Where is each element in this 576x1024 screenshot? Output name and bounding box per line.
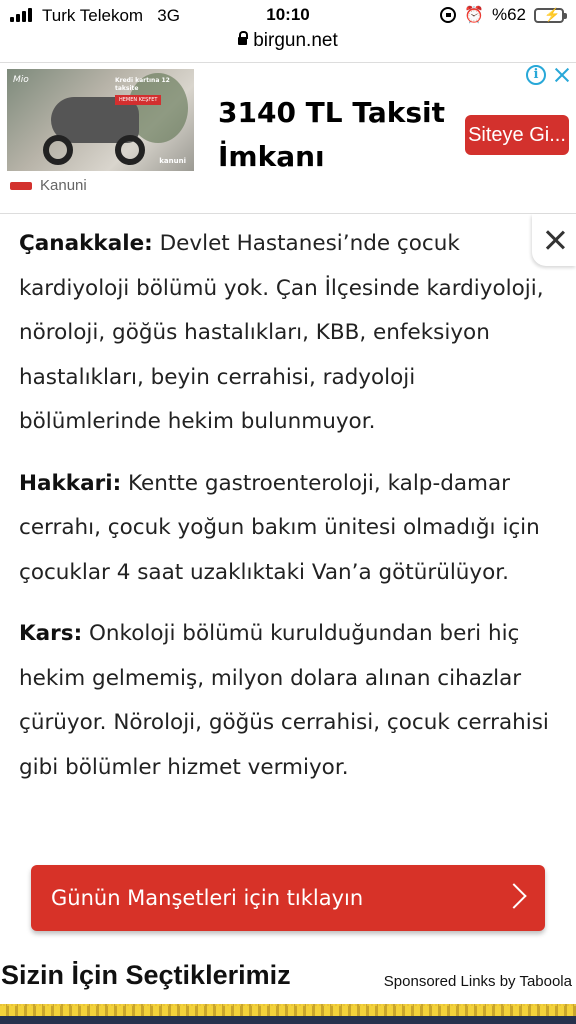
article-paragraph <box>19 612 549 790</box>
carrier-name: Turk Telekom <box>42 6 144 25</box>
city-label: Kars: <box>19 621 83 646</box>
ad-image[interactable] <box>7 69 194 171</box>
article-paragraph <box>19 222 549 445</box>
scooter-wheel <box>115 135 145 165</box>
battery-icon: ⚡ <box>534 8 564 23</box>
alarm-icon: ⏰ <box>464 7 484 24</box>
status-icons <box>440 5 564 25</box>
ad-image-brand: kanuni <box>159 157 186 165</box>
ad-cta-button[interactable]: Siteye Gi... <box>465 115 569 155</box>
rotation-lock-icon <box>440 7 456 23</box>
sponsor-logo-icon <box>10 182 32 190</box>
ad-choices[interactable] <box>526 65 572 85</box>
paragraph-text: Kentte gastroenteroloji, kalp-damar cerrahı, çocuk yoğun bakım ünitesi olmadığı için çocuklar 4 saat uzaklıktaki Van’a götürülüyor. <box>19 470 540 585</box>
paragraph-text: Onkoloji bölümü kurulduğundan beri hiç hekim gelmemiş, milyon dolara alınan cihazlar çürüyor. Nöroloji, göğüs cerrahisi, çocuk cerrahisi gibi bölümler hizmet vermiyor. <box>19 621 549 780</box>
daily-headlines-button[interactable] <box>31 865 545 931</box>
ad-image-promo-text: Kredi kartına 12 taksite <box>115 77 170 92</box>
ad-sponsor <box>10 177 87 194</box>
url-domain: birgun.net <box>253 30 338 51</box>
recommendations-title: Sizin İçin Seçtiklerimiz <box>1 960 291 990</box>
ad-image-promo-button: HEMEN KEŞFET <box>115 95 161 105</box>
recommendation-card-preview[interactable] <box>0 1004 576 1024</box>
chevron-right-icon <box>501 883 526 908</box>
article-body <box>19 222 549 807</box>
city-label: Hakkari: <box>19 470 122 496</box>
sponsor-name: Kanuni <box>40 177 87 194</box>
network-type: 3G <box>157 6 180 25</box>
scooter-wheel <box>43 135 73 165</box>
ad-title[interactable]: 3140 TL Taksit İmkanı <box>218 96 446 173</box>
ad-image-promo <box>115 77 191 105</box>
daily-headlines-label: Günün Manşetleri için tıklayın <box>51 886 364 910</box>
paragraph-text: Devlet Hastanesi’nde çocuk kardiyoloji bölümü yok. Çan İlçesinde kardiyoloji, nöroloji, göğüs hastalıkları, KBB, enfeksiyon hastalıkları, beyin cerrahisi, radyoloji bölümlerinde hekim bulunmuyor. <box>19 231 544 434</box>
url-bar[interactable] <box>0 30 576 52</box>
taboola-sponsored-link[interactable]: Sponsored Links by Taboola <box>383 973 572 990</box>
status-bar <box>0 0 576 32</box>
close-icon[interactable] <box>552 65 572 85</box>
battery-percent: %62 <box>491 5 526 24</box>
clock: 10:10 <box>266 5 310 24</box>
ad-banner[interactable] <box>0 62 576 214</box>
article-paragraph <box>19 462 549 596</box>
ad-image-mark: Mio <box>13 75 29 85</box>
info-icon[interactable]: i <box>526 65 546 85</box>
lock-icon <box>238 37 247 45</box>
city-label: Çanakkale: <box>19 231 153 256</box>
